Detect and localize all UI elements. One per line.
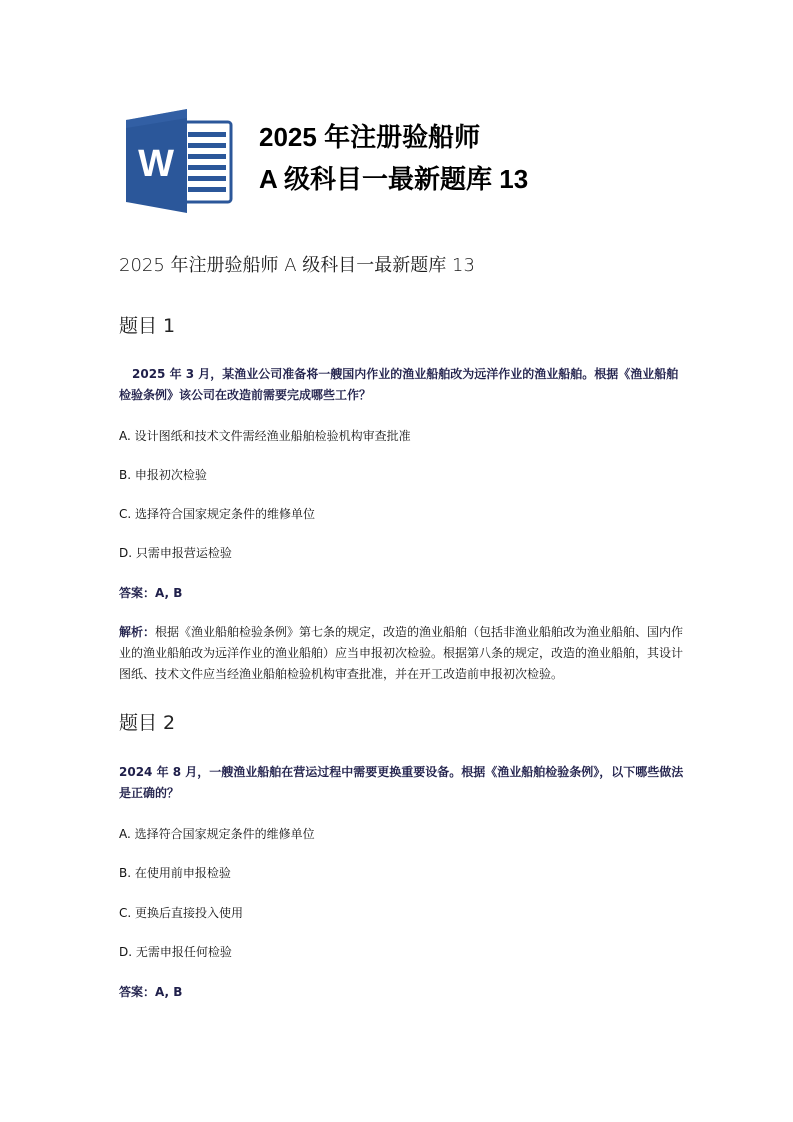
question-2-option-a: A. 选择符合国家规定条件的维修单位	[119, 827, 315, 841]
question-1-heading: 题目 1	[119, 315, 176, 337]
document-title-line-2: A 级科目一最新题库 13	[259, 164, 529, 194]
document-title-line-1: 2025 年注册验船师	[259, 122, 481, 152]
question-1-analysis	[119, 622, 691, 685]
question-2-answer	[119, 983, 182, 1001]
answer-value: A, B	[155, 985, 183, 999]
question-1-option-c: C. 选择符合国家规定条件的维修单位	[119, 507, 316, 521]
question-1-option-d: D. 只需申报营运检验	[119, 546, 232, 560]
answer-value: A, B	[155, 586, 183, 600]
question-2-text-content: 2024 年 8 月，一艘渔业船舶在营运过程中需要更换重要设备。根据《渔业船舶检验条例》，以下哪些做法是正确的？	[119, 765, 684, 800]
question-2-option-c: C. 更换后直接投入使用	[119, 906, 244, 920]
answer-label: 答案：	[119, 586, 156, 600]
question-1-option-a: A. 设计图纸和技术文件需经渔业船舶检验机构审查批准	[119, 429, 411, 443]
question-1-option-b: B. 申报初次检验	[119, 468, 207, 482]
answer-label: 答案：	[119, 985, 156, 999]
question-2-option-b: B. 在使用前申报检验	[119, 866, 231, 880]
question-2-heading: 题目 2	[119, 712, 176, 734]
question-2-option-d: D. 无需申报任何检验	[119, 945, 232, 959]
question-1-text-content: 2025 年 3 月，某渔业公司准备将一艘国内作业的渔业船舶改为远洋作业的渔业船舶。根据《渔业船舶检验条例》该公司在改造前需要完成哪些工作？	[119, 367, 679, 402]
question-1-text	[119, 364, 689, 406]
analysis-label: 解析：	[119, 625, 156, 639]
analysis-text: 根据《渔业船舶检验条例》第七条的规定，改造的渔业船舶（包括非渔业船舶改为渔业船舶、国内作业的渔业船舶改为远洋作业的渔业船舶）应当申报初次检验。根据第八条的规定，改造的渔业船舶，其设计图纸、技术文件应当经渔业船舶检验机构审查批准，并在开工改造前申报初次检验。	[119, 625, 684, 681]
word-document-icon	[124, 108, 234, 214]
question-2-text	[119, 762, 689, 804]
question-1-answer	[119, 584, 182, 602]
document-subtitle: 2025 年注册验船师 A 级科目一最新题库 13	[119, 255, 475, 276]
document-title	[259, 116, 528, 200]
svg-text:W: W	[138, 143, 174, 185]
